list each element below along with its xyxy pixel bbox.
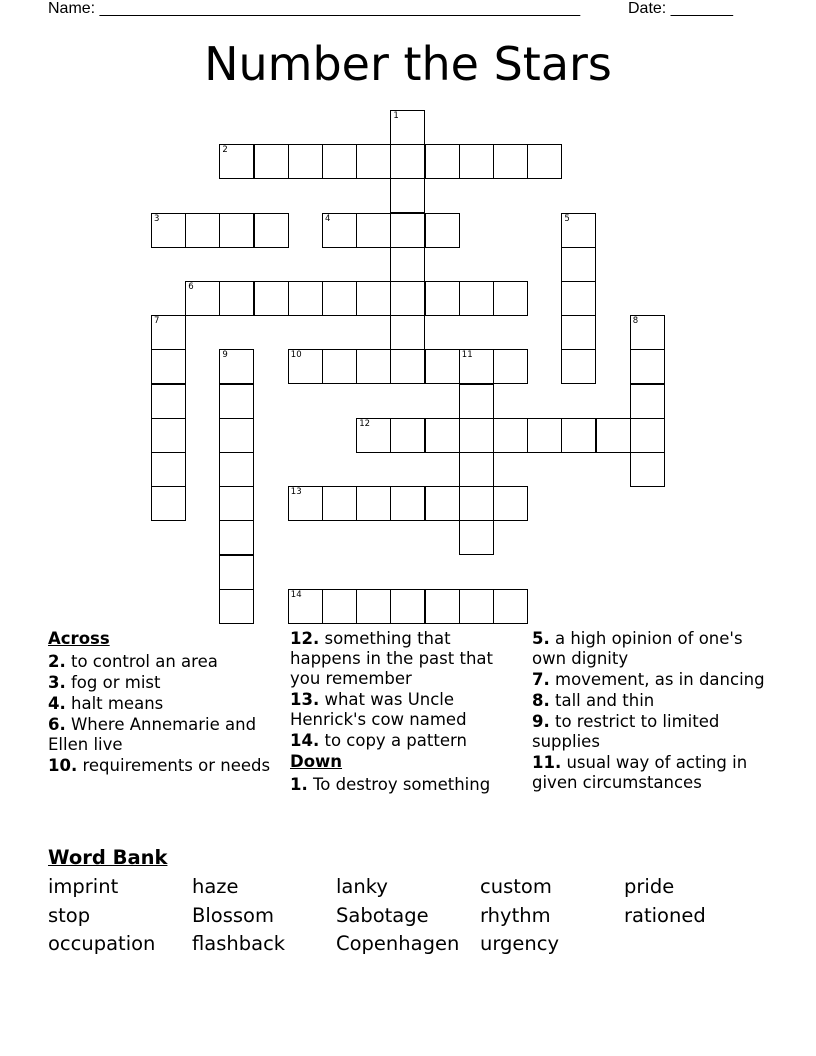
word-bank-item: imprint [48, 875, 119, 898]
grid-cell[interactable] [219, 281, 254, 316]
grid-cell[interactable] [219, 418, 254, 453]
grid-cell[interactable] [390, 213, 425, 248]
clue-text: to copy a pattern [319, 731, 467, 750]
clue-number-label: 13. [290, 690, 320, 709]
grid-cell[interactable] [288, 589, 323, 624]
clue-text: halt means [65, 694, 164, 713]
clue-number: 9 [222, 350, 228, 361]
grid-cell[interactable] [459, 418, 494, 453]
clue-number-label: 10. [48, 756, 78, 775]
clue [48, 715, 283, 755]
grid-cell[interactable] [459, 486, 494, 521]
grid-cell[interactable] [219, 555, 254, 590]
clue [532, 753, 767, 793]
grid-cell[interactable] [356, 349, 391, 384]
word-bank-item: lanky [336, 875, 388, 898]
clue-number-label: 3. [48, 673, 66, 692]
down-clue-list-continued [532, 629, 767, 793]
clue-text: to restrict to limited supplies [532, 712, 720, 751]
grid-cell[interactable] [630, 384, 665, 419]
grid-cell[interactable] [630, 349, 665, 384]
clue [290, 775, 525, 795]
word-bank-item: Copenhagen [336, 932, 460, 955]
word-bank-item: haze [192, 875, 239, 898]
grid-cell[interactable] [219, 384, 254, 419]
grid-cell[interactable] [151, 349, 186, 384]
grid-cell[interactable] [527, 144, 562, 179]
grid-cell[interactable] [390, 486, 425, 521]
grid-cell[interactable] [493, 589, 528, 624]
clue-text: something that happens in the past that you remember [290, 629, 493, 688]
clue-number: 11 [461, 350, 473, 361]
grid-cell[interactable] [322, 349, 357, 384]
grid-cell[interactable] [390, 247, 425, 282]
grid-cell[interactable] [561, 349, 596, 384]
grid-cell[interactable] [561, 213, 596, 248]
clue-text: fog or mist [65, 673, 161, 692]
word-bank-item: rationed [624, 903, 706, 927]
clue-text: To destroy something [307, 775, 491, 794]
date-field: Date: _______ [628, 0, 733, 17]
clue-number: 2 [222, 145, 228, 156]
grid-cell[interactable] [151, 452, 186, 487]
clue-text: movement, as in dancing [549, 670, 765, 689]
grid-cell[interactable] [322, 144, 357, 179]
grid-cell[interactable] [219, 520, 254, 555]
grid-cell[interactable] [493, 144, 528, 179]
clue [48, 694, 283, 714]
word-bank-item: stop [48, 903, 91, 927]
clue-text: what was Uncle Henrick's cow named [290, 690, 467, 729]
clue-number: 5 [564, 213, 570, 224]
word-bank-item: Blossom [192, 903, 274, 927]
grid-cell[interactable] [390, 418, 425, 453]
grid-cell[interactable] [527, 418, 562, 453]
grid-cell[interactable] [493, 349, 528, 384]
clue-column-2 [290, 629, 525, 796]
clue [532, 712, 767, 752]
clue-number-label: 12. [290, 629, 320, 648]
grid-cell[interactable] [425, 418, 460, 453]
clue-number-label: 2. [48, 652, 66, 671]
grid-cell[interactable] [219, 144, 254, 179]
grid-cell[interactable] [493, 281, 528, 316]
name-field: Name: ______________________________________________________ [48, 0, 581, 17]
clue-number: 6 [188, 282, 194, 292]
grid-cell[interactable] [151, 384, 186, 419]
grid-cell[interactable] [151, 418, 186, 453]
grid-cell[interactable] [425, 281, 460, 316]
clue-number: 1 [393, 111, 399, 121]
clue-number-label: 6. [48, 715, 66, 734]
grid-cell[interactable] [493, 486, 528, 521]
grid-cell[interactable] [425, 144, 460, 179]
grid-cell[interactable] [630, 418, 665, 453]
grid-cell[interactable] [561, 247, 596, 282]
grid-cell[interactable] [356, 144, 391, 179]
grid-cell[interactable] [151, 486, 186, 521]
grid-cell[interactable] [390, 144, 425, 179]
across-clue-list [48, 652, 283, 776]
grid-cell[interactable] [630, 315, 665, 350]
clue-text: requirements or needs [77, 756, 271, 775]
grid-cell[interactable] [322, 589, 357, 624]
clue-number: 10 [290, 350, 302, 361]
clue [290, 629, 525, 689]
grid-cell[interactable] [459, 452, 494, 487]
clue-number-label: 11. [532, 753, 562, 772]
clue-text: a high opinion of one's own dignity [532, 629, 743, 668]
grid-cell[interactable] [459, 384, 494, 419]
clue [290, 731, 525, 751]
clue-number-label: 7. [532, 670, 550, 689]
grid-cell[interactable] [561, 315, 596, 350]
grid-cell[interactable] [322, 281, 357, 316]
grid-cell[interactable] [151, 315, 186, 350]
grid-cell[interactable] [322, 213, 357, 248]
grid-cell[interactable] [459, 520, 494, 555]
clue-column-3 [532, 629, 767, 794]
grid-cell[interactable] [185, 281, 220, 316]
grid-cell[interactable] [219, 452, 254, 487]
word-bank-item: rhythm [480, 903, 551, 927]
grid-cell[interactable] [219, 349, 254, 384]
clue-column-1 [48, 629, 283, 777]
page-title: Number the Stars [204, 37, 612, 91]
clue-number-label: 5. [532, 629, 550, 648]
grid-cell[interactable] [151, 213, 186, 248]
grid-cell[interactable] [493, 418, 528, 453]
clue-text: usual way of acting in given circumstances [532, 753, 748, 792]
clue-number-label: 8. [532, 691, 550, 710]
clue [48, 652, 283, 672]
grid-cell[interactable] [390, 315, 425, 350]
word-bank-item: pride [624, 875, 675, 898]
clue-number: 14 [290, 589, 302, 600]
grid-cell[interactable] [219, 486, 254, 521]
grid-cell[interactable] [356, 486, 391, 521]
clue-number-label: 14. [290, 731, 320, 750]
clue-number: 3 [154, 213, 160, 224]
grid-cell[interactable] [254, 144, 289, 179]
grid-cell[interactable] [356, 418, 391, 453]
clue-number-label: 1. [290, 775, 308, 794]
grid-cell[interactable] [356, 213, 391, 248]
grid-cell[interactable] [288, 281, 323, 316]
grid-cell[interactable] [425, 213, 460, 248]
across-clue-list-continued [290, 629, 525, 751]
word-bank-item: flashback [192, 932, 286, 955]
clue [290, 690, 525, 730]
grid-cell[interactable] [425, 349, 460, 384]
word-bank-item: urgency [480, 932, 560, 955]
clue [48, 756, 283, 776]
grid-cell[interactable] [322, 486, 357, 521]
down-clue-list [290, 775, 525, 795]
grid-cell[interactable] [459, 281, 494, 316]
grid-cell[interactable] [219, 213, 254, 248]
clue-number: 8 [632, 316, 639, 327]
clue [532, 670, 767, 690]
word-bank-item: custom [480, 875, 552, 898]
grid-cell[interactable] [459, 349, 494, 384]
grid-cell[interactable] [254, 213, 289, 248]
word-bank-item: Sabotage [336, 903, 429, 927]
clue-number: 4 [325, 213, 331, 224]
grid-cell[interactable] [425, 589, 460, 624]
clue-text: to control an area [65, 652, 218, 671]
word-bank-title: Word Bank [48, 846, 168, 869]
grid-cell[interactable] [356, 589, 391, 624]
clue-number-label: 9. [532, 712, 550, 731]
grid-cell[interactable] [561, 281, 596, 316]
grid-cell[interactable] [254, 281, 289, 316]
clue-number: 12 [359, 418, 371, 429]
clue [48, 673, 283, 693]
clue-number: 13 [290, 487, 302, 498]
grid-cell[interactable] [219, 589, 254, 624]
across-heading: Across [48, 629, 110, 648]
grid-cell[interactable] [596, 418, 631, 453]
grid-cell[interactable] [561, 418, 596, 453]
clue-text: tall and thin [549, 691, 655, 710]
grid-cell[interactable] [630, 452, 665, 487]
grid-cell[interactable] [459, 589, 494, 624]
grid-cell[interactable] [288, 349, 323, 384]
grid-cell[interactable] [390, 349, 425, 384]
grid-cell[interactable] [425, 486, 460, 521]
grid-cell[interactable] [288, 486, 323, 521]
grid-cell[interactable] [390, 589, 425, 624]
clue [532, 691, 767, 711]
grid-cell[interactable] [390, 281, 425, 316]
grid-cell[interactable] [390, 110, 425, 145]
down-heading: Down [290, 752, 343, 771]
grid-cell[interactable] [185, 213, 220, 248]
grid-cell[interactable] [459, 144, 494, 179]
grid-cell[interactable] [288, 144, 323, 179]
word-bank-item: occupation [48, 932, 156, 955]
clue-number-label: 4. [48, 694, 66, 713]
clue-text: Where Annemarie and Ellen live [48, 715, 257, 754]
clue-number: 7 [154, 316, 160, 327]
clue [532, 629, 767, 669]
grid-cell[interactable] [390, 178, 425, 213]
grid-cell[interactable] [356, 281, 391, 316]
